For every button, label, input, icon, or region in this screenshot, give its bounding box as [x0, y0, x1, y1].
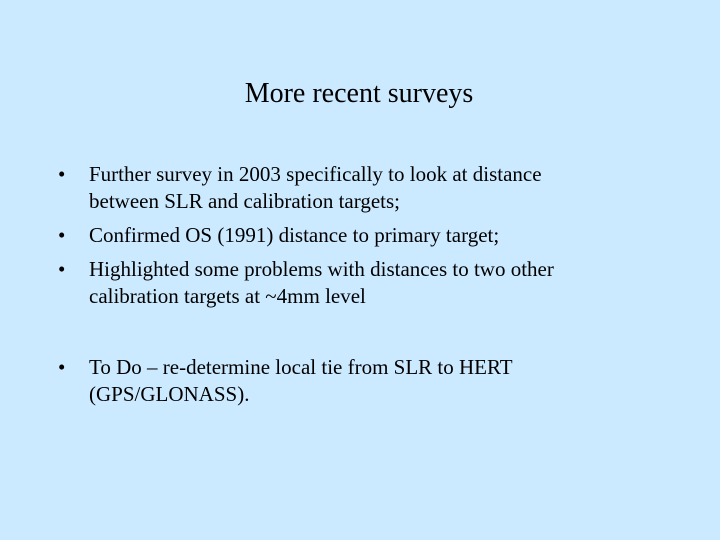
slide-title: More recent surveys [244, 78, 474, 109]
bullet-item [58, 354, 658, 408]
bullet-text-line: (GPS/GLONASS). [89, 382, 250, 406]
bullet-item [58, 222, 658, 249]
bullet-text-line: Highlighted some problems with distances to two other [89, 257, 554, 281]
bullet-marker: • [58, 223, 66, 247]
bullet-item [58, 161, 658, 215]
bullet-text-line: Confirmed OS (1991) distance to primary target; [89, 223, 500, 247]
bullet-text-line: calibration targets at ~4mm level [89, 284, 366, 308]
bullet-list [58, 161, 658, 408]
bullet-marker: • [58, 355, 66, 379]
bullet-marker: • [58, 257, 66, 281]
bullet-text-line: To Do – re-determine local tie from SLR to HERT [89, 355, 513, 379]
bullet-text-line: Further survey in 2003 specifically to look at distance [89, 162, 542, 186]
bullet-marker: • [58, 162, 66, 186]
bullet-text-line: between SLR and calibration targets; [89, 189, 401, 213]
bullet-item [58, 256, 658, 310]
